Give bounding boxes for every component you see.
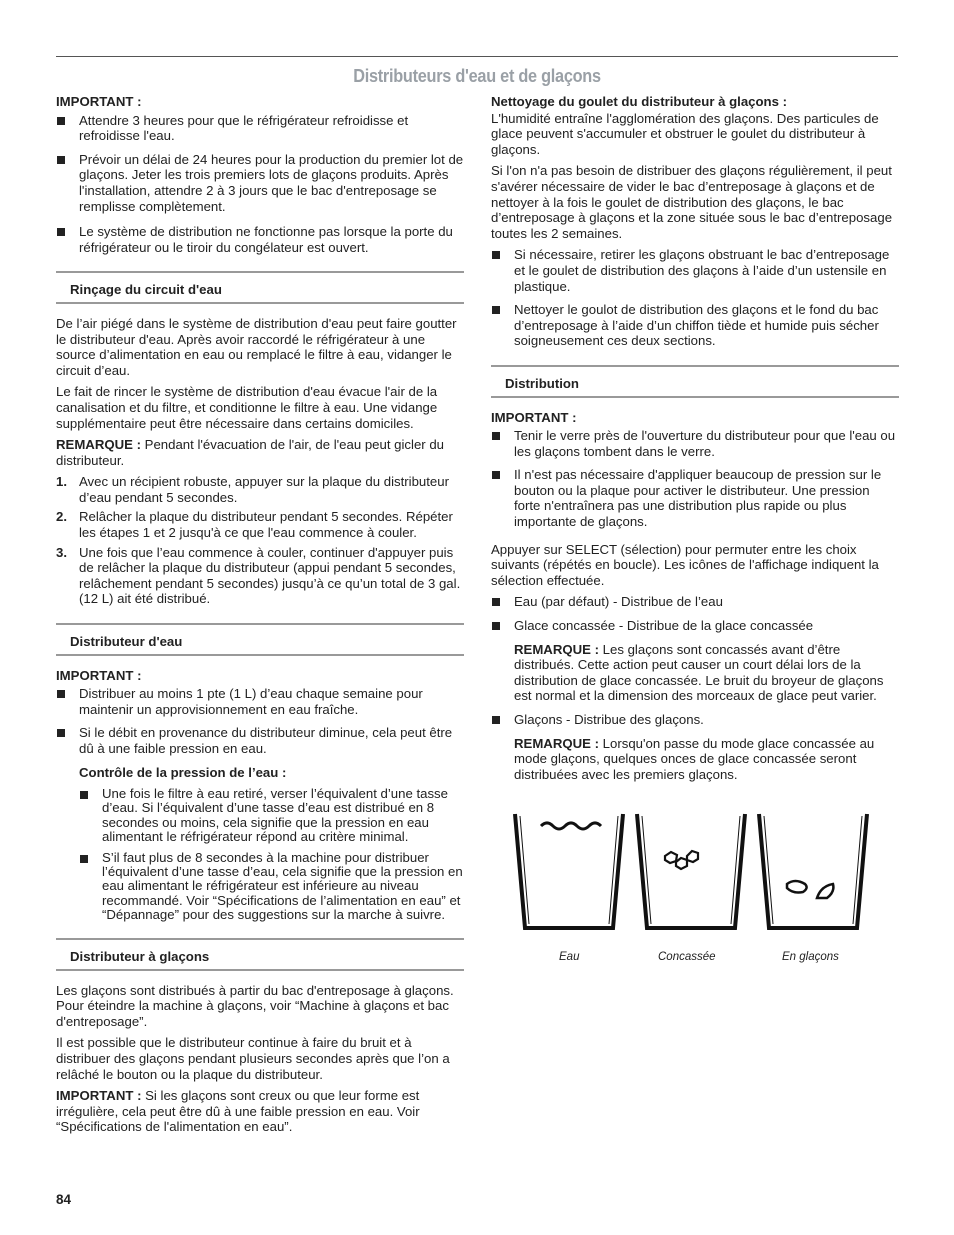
- page-number: 84: [56, 1192, 72, 1207]
- crushed-ice-glass-icon: [637, 814, 745, 928]
- list-item: S’il faut plus de 8 secondes à la machine pour distribuer l’équivalent d’une tasse d’eau, cela signifie que la pression en eau alimentant le réfrigérateur est inférieure au niveau recommandé. Voir “Spécifications de l’alimentation en eau” et “Dépannage” pour des suggestions sur la marche à suivre.: [79, 851, 464, 922]
- choice-list-2: [491, 712, 899, 728]
- list-item: Eau (par défaut) - Distribue de l’eau: [491, 594, 899, 610]
- list-item: Si le débit en provenance du distributeur diminue, cela peut être dû à une faible pression en eau.: [56, 725, 464, 756]
- left-column: [56, 94, 464, 1141]
- right-column: [491, 94, 899, 790]
- list-item: Prévoir un délai de 24 heures pour la production du premier lot de glaçons. Jeter les trois premiers lots de glaçons produits. Après l'installation, attendre 2 à 3 jours que le bac d'entreposage se remplisse complètement.: [56, 152, 464, 214]
- bullet-square-icon: [492, 251, 500, 259]
- bullet-square-icon: [492, 471, 500, 479]
- remark: REMARQUE : Lorsqu'on passe du mode glace concassée au mode glaçons, quelques onces de glace concassée seront distribuées avec les premiers glaçons.: [514, 735, 875, 782]
- bullet-square-icon: [492, 306, 500, 314]
- glass-illustrations: [505, 812, 885, 972]
- paragraph: Le fait de rincer le système de distribution d'eau évacue l'air de la canalisation et du filtre, et conditionne le filtre à eau. Une vidange supplémentaire peut être nécessaire dans certains domiciles.: [56, 384, 438, 431]
- cleaning-list: [491, 247, 899, 349]
- important-label: IMPORTANT :: [491, 409, 577, 425]
- cleaning-heading: Nettoyage du goulet du distributeur à glaçons :: [491, 94, 788, 109]
- page-title: Distributeurs d'eau et de glaçons: [353, 65, 601, 86]
- distribution-important-list: [491, 428, 899, 530]
- list-item: Si nécessaire, retirer les glaçons obstruant le bac d’entreposage et le goulet de distribution des glaçons à l’aide d’un ustensile en plastique.: [491, 247, 899, 294]
- list-item: Glaçons - Distribue des glaçons.: [491, 712, 899, 728]
- section-heading-eau: Distributeur d'eau: [56, 623, 464, 656]
- bullet-square-icon: [57, 228, 65, 236]
- bullet-square-icon: [57, 117, 65, 125]
- paragraph: Il est possible que le distributeur continue à faire du bruit et à distribuer des glaçons pendant plusieurs secondes après que l’on a relâché le bouton ou la plaque du distributeur.: [56, 1035, 450, 1082]
- pressure-list: [56, 787, 464, 922]
- bullet-square-icon: [492, 598, 500, 606]
- bullet-square-icon: [492, 432, 500, 440]
- bullet-square-icon: [492, 622, 500, 630]
- list-item: Distribuer au moins 1 pte (1 L) d’eau chaque semaine pour maintenir un approvisionnement en eau fraîche.: [56, 686, 464, 717]
- step-item: 2. Relâcher la plaque du distributeur pendant 5 secondes. Répéter les étapes 1 et 2 jusqu'à ce que l'eau commence à couler.: [56, 509, 453, 541]
- pressure-heading: Contrôle de la pression de l’eau :: [79, 764, 287, 780]
- bullet-square-icon: [57, 690, 65, 698]
- step-list: [56, 474, 464, 607]
- paragraph: De l’air piégé dans le système de distribution d'eau peut faire goutter le distributeur d'eau. Après avoir raccordé le réfrigérateur à une source d’alimentation en eau ou remplacé le filtre à eau, vidanger le circuit d’eau.: [56, 315, 457, 378]
- bullet-square-icon: [80, 791, 88, 799]
- list-item: Il n'est pas nécessaire d'appliquer beaucoup de pression sur le bouton ou la plaque pour activer le distributeur. Une pression forte n'entraînera pas une distribution plus rapide ou plus importante de glaçons.: [491, 467, 899, 529]
- list-item: Attendre 3 heures pour que le réfrigérateur refroidisse et refroidisse l'eau.: [56, 113, 464, 144]
- step-item: 3. Une fois que l’eau commence à couler, continuer d'appuyer puis de relâcher la plaque du distributeur (appui pendant 5 secondes, relâchement pendant 5 secondes) jusqu’à ce qu’un total de 3 gal. (12 L) ait été distribué.: [56, 544, 461, 607]
- important-label: IMPORTANT :: [56, 94, 142, 109]
- choice-list: [491, 594, 899, 633]
- list-item: Une fois le filtre à eau retiré, verser l’équivalent d’une tasse d’eau. Si l’équivalent d’une tasse d’eau est distribué en 8 secondes ou moins, cela signifie que la pression en eau alimentant le réfrigérateur répond au critère minimal.: [79, 787, 464, 844]
- paragraph: Les glaçons sont distribués à partir du bac d'entreposage à glaçons. Pour éteindre la machine à glaçons, voir “Machine à glaçons et bac d'entreposage”.: [56, 982, 454, 1029]
- paragraph: Si l'on n'a pas besoin de distribuer des glaçons régulièrement, il peut s'avérer nécessaire de vider le bac d’entreposage à glaçons et de nettoyer à la fois le goulet de distribution des glaçons, le bac d’entreposage à glaçons et la zone située sous le bac d’entreposage toutes les 2 semaines.: [491, 163, 893, 241]
- glasses-figure: [505, 812, 885, 942]
- caption-water: Eau: [559, 951, 580, 963]
- water-list: [56, 686, 464, 756]
- remark: REMARQUE : Pendant l'évacuation de l'air, de l'eau peut gicler du distributeur.: [56, 437, 445, 468]
- bullet-square-icon: [80, 855, 88, 863]
- section-heading-glacons: Distributeur à glaçons: [56, 938, 464, 971]
- bullet-square-icon: [492, 716, 500, 724]
- top-rule: [56, 56, 898, 57]
- remark: REMARQUE : Les glaçons sont concassés avant d’être distribués. Cette action peut causer un court délai lors de la distribution de glace concassée. Le bruit du broyeur de glaçons est normal et la dimension des morceaux de glace peut varier.: [514, 641, 884, 704]
- list-item: Glace concassée - Distribue de la glace concassée: [491, 618, 899, 634]
- section-heading-rincage: Rinçage du circuit d'eau: [56, 271, 464, 304]
- step-item: 1. Avec un récipient robuste, appuyer sur la plaque du distributeur d’eau pendant 5 secondes.: [56, 474, 449, 505]
- section-heading-distribution: Distribution: [491, 365, 899, 398]
- important-list: [56, 113, 464, 256]
- list-item: Le système de distribution ne fonctionne pas lorsque la porte du réfrigérateur ou le tiroir du congélateur est ouvert.: [56, 224, 464, 255]
- ice-cubes-glass-icon: [759, 814, 867, 928]
- list-item: Nettoyer le goulot de distribution des glaçons et le fond du bac d’entreposage à l’aide d’un chiffon tiède et humide puis sécher soigneusement ces deux sections.: [491, 302, 899, 349]
- important-label: IMPORTANT :: [56, 667, 142, 683]
- bullet-square-icon: [57, 729, 65, 737]
- caption-crushed: Concassée: [658, 951, 716, 963]
- caption-cubed: En glaçons: [782, 951, 839, 963]
- paragraph: L'humidité entraîne l'agglomération des glaçons. Des particules de glace peuvent s'accumuler et obstruer le goulet du distributeur à glaçons.: [491, 110, 879, 157]
- water-glass-icon: [515, 814, 623, 928]
- paragraph: Appuyer sur SELECT (sélection) pour permuter entre les choix suivants (répétés en boucle). Les icônes de l'affichage indiquent la sélection effectuée.: [491, 541, 879, 588]
- bullet-square-icon: [57, 156, 65, 164]
- important-paragraph: IMPORTANT : Si les glaçons sont creux ou que leur forme est irrégulière, cela peut être dû à une faible pression en eau. Voir “Spécifications de l'alimentation en eau”.: [56, 1088, 420, 1135]
- list-item: Tenir le verre près de l'ouverture du distributeur pour que l'eau ou les glaçons tombent dans le verre.: [491, 428, 899, 459]
